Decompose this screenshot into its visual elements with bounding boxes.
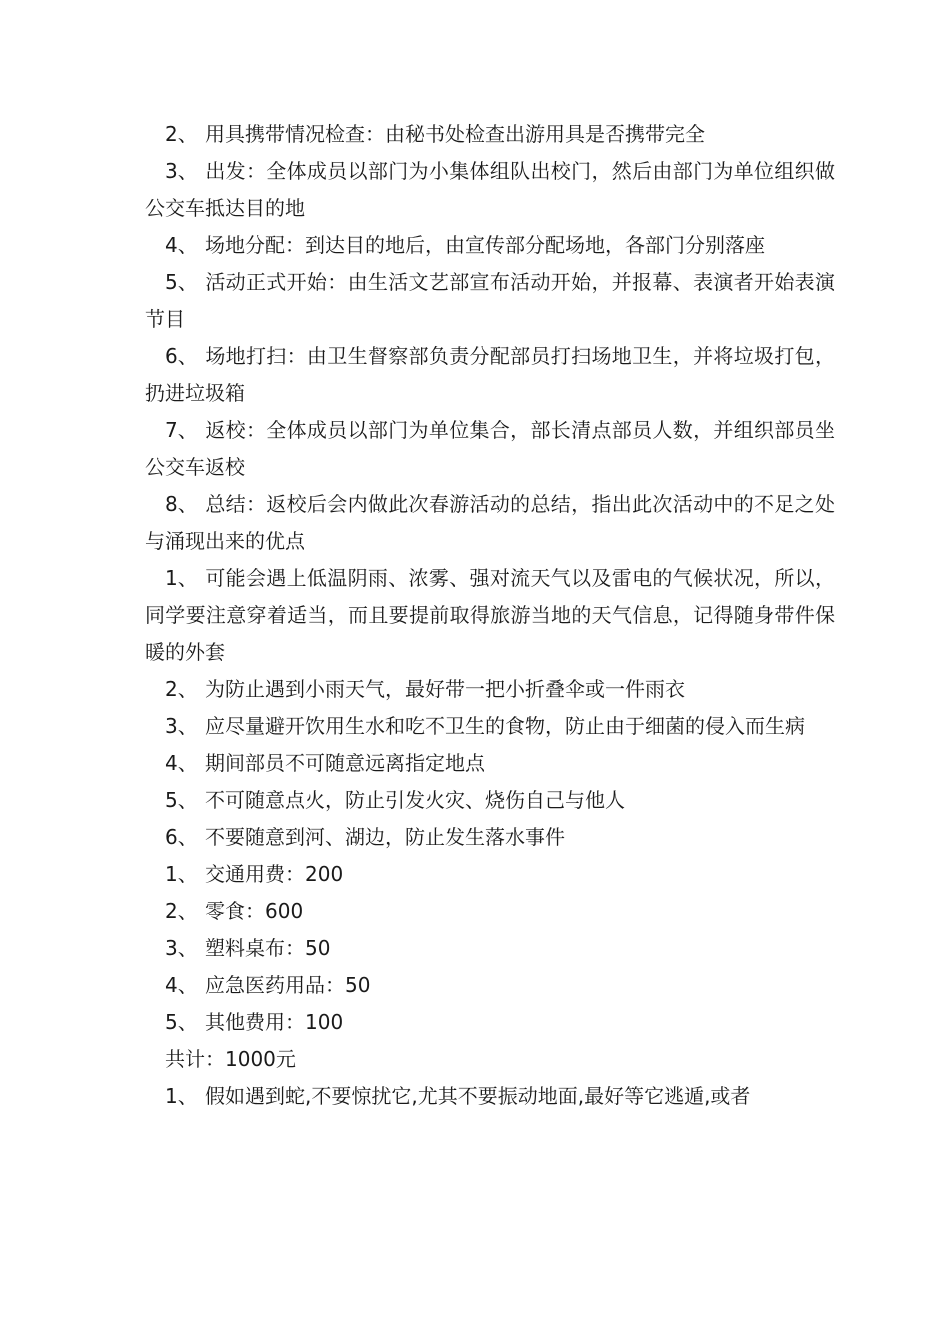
paragraph-number: 6、	[165, 344, 198, 368]
paragraph-number: 6、	[165, 825, 198, 849]
paragraph-number: 5、	[165, 270, 198, 294]
paragraph-item	[145, 1078, 835, 1115]
paragraph-number: 3、	[165, 936, 198, 960]
budget-item	[145, 856, 835, 893]
paragraph-text: 塑料桌布：50	[205, 936, 331, 960]
paragraph-number: 8、	[165, 492, 198, 516]
paragraph-item	[145, 264, 835, 338]
paragraph-number: 2、	[165, 899, 198, 923]
paragraph-item	[145, 671, 835, 708]
paragraph-number: 4、	[165, 233, 198, 257]
paragraph-number: 1、	[165, 1084, 198, 1108]
budget-item	[145, 930, 835, 967]
paragraph-text: 活动正式开始：由生活文艺部宣布活动开始，并报幕、表演者开始表演节目	[145, 270, 835, 331]
paragraph-text: 不可随意点火，防止引发火灾、烧伤自己与他人	[205, 788, 625, 812]
paragraph-item	[145, 486, 835, 560]
paragraph-text: 零食：600	[205, 899, 304, 923]
paragraph-text: 假如遇到蛇,不要惊扰它,尤其不要振动地面,最好等它逃遁,或者	[205, 1084, 751, 1108]
paragraph-item	[145, 338, 835, 412]
paragraph-item	[145, 745, 835, 782]
paragraph-text: 应尽量避开饮用生水和吃不卫生的食物，防止由于细菌的侵入而生病	[205, 714, 805, 738]
paragraph-text: 共计：1000元	[165, 1047, 296, 1071]
paragraph-item	[145, 227, 835, 264]
paragraph-text: 场地打扫：由卫生督察部负责分配部员打扫场地卫生，并将垃圾打包，扔进垃圾箱	[145, 344, 835, 405]
paragraph-number: 1、	[165, 566, 198, 590]
paragraph-text: 返校：全体成员以部门为单位集合，部长清点部员人数，并组织部员坐公交车返校	[145, 418, 835, 479]
paragraph-number: 4、	[165, 751, 198, 775]
paragraph-text: 总结：返校后会内做此次春游活动的总结，指出此次活动中的不足之处与涌现出来的优点	[145, 492, 835, 553]
paragraph-text: 交通用费：200	[205, 862, 344, 886]
paragraph-number: 3、	[165, 714, 198, 738]
paragraph-text: 用具携带情况检查：由秘书处检查出游用具是否携带完全	[205, 122, 705, 146]
budget-item	[145, 967, 835, 1004]
budget-item	[145, 1004, 835, 1041]
paragraph-number: 2、	[165, 677, 198, 701]
paragraph-text: 应急医药用品：50	[205, 973, 371, 997]
paragraph-item	[145, 412, 835, 486]
budget-total	[145, 1041, 835, 1078]
paragraph-item	[145, 708, 835, 745]
paragraph-number: 1、	[165, 862, 198, 886]
paragraph-number: 4、	[165, 973, 198, 997]
paragraph-item	[145, 819, 835, 856]
paragraph-text: 其他费用：100	[205, 1010, 344, 1034]
paragraph-text: 为防止遇到小雨天气，最好带一把小折叠伞或一件雨衣	[205, 677, 685, 701]
paragraph-number: 7、	[165, 418, 198, 442]
paragraph-number: 2、	[165, 122, 198, 146]
paragraph-item	[145, 116, 835, 153]
document-body	[145, 116, 835, 1115]
paragraph-item	[145, 782, 835, 819]
paragraph-text: 可能会遇上低温阴雨、浓雾、强对流天气以及雷电的气候状况，所以，同学要注意穿着适当，而且要提前取得旅游当地的天气信息，记得随身带件保暖的外套	[145, 566, 835, 664]
paragraph-item	[145, 153, 835, 227]
paragraph-text: 出发：全体成员以部门为小集体组队出校门，然后由部门为单位组织做公交车抵达目的地	[145, 159, 835, 220]
paragraph-number: 5、	[165, 788, 198, 812]
paragraph-number: 5、	[165, 1010, 198, 1034]
paragraph-text: 期间部员不可随意远离指定地点	[205, 751, 485, 775]
paragraph-text: 场地分配：到达目的地后，由宣传部分配场地，各部门分别落座	[205, 233, 765, 257]
paragraph-number: 3、	[165, 159, 198, 183]
budget-item	[145, 893, 835, 930]
paragraph-item	[145, 560, 835, 671]
paragraph-text: 不要随意到河、湖边，防止发生落水事件	[205, 825, 565, 849]
